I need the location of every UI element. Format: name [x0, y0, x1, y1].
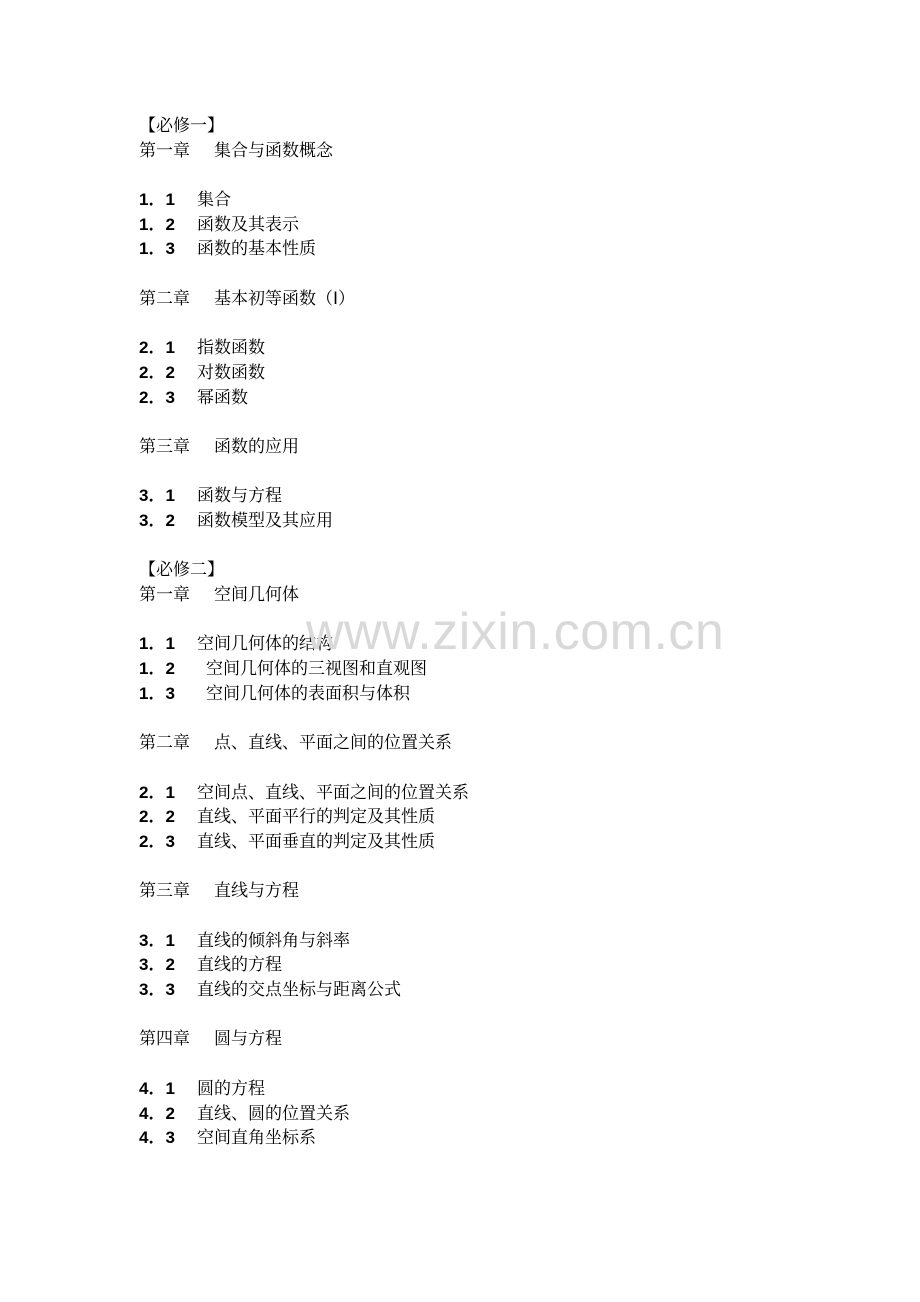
- section-item: [139, 336, 839, 361]
- chapter-number: 第三章: [139, 436, 190, 457]
- chapter-title: 空间几何体: [214, 585, 299, 606]
- section-title: 直线的交点坐标与距离公式: [197, 980, 401, 1001]
- chapter-heading: [139, 435, 839, 460]
- section-number: 3．2: [139, 955, 175, 975]
- section-title: 直线的方程: [197, 955, 282, 976]
- section-title: 函数模型及其应用: [197, 511, 333, 531]
- section-item: [139, 978, 839, 1003]
- spacer: [139, 855, 839, 880]
- section-item: [139, 929, 839, 954]
- chapter-heading: [139, 139, 839, 164]
- section-number: 3．1: [139, 486, 175, 506]
- chapter-number: 第一章: [139, 585, 190, 606]
- section-number: 2．3: [139, 387, 175, 407]
- section-title: 对数函数: [197, 362, 265, 383]
- section-number: 3．1: [139, 930, 175, 950]
- section-item: [139, 386, 839, 411]
- spacer: [139, 904, 839, 929]
- section-item: [139, 188, 839, 213]
- watermark: www.zixin.com.cn: [306, 603, 725, 661]
- spacer: [139, 410, 839, 435]
- spacer: [139, 262, 839, 287]
- section-number: 2．1: [139, 782, 175, 802]
- section-item: [139, 830, 839, 855]
- section-number: 2．1: [139, 338, 175, 358]
- section-number: 1．2: [139, 214, 175, 234]
- section-item: [139, 781, 839, 806]
- spacer: [139, 1003, 839, 1028]
- section-title: 空间几何体的结构: [197, 634, 333, 655]
- chapter-title: 直线与方程: [214, 881, 299, 902]
- section-number: 1．3: [139, 239, 175, 259]
- chapter-title: 点、直线、平面之间的位置关系: [214, 733, 452, 754]
- section-title: 函数的基本性质: [197, 239, 316, 260]
- spacer: [139, 312, 839, 337]
- section-title: 函数及其表示: [197, 214, 299, 235]
- section-number: 2．2: [139, 807, 175, 827]
- chapter-heading: [139, 287, 839, 312]
- section-title: 指数函数: [197, 338, 265, 359]
- section-number: 1．2: [139, 659, 175, 679]
- section-number: 3．2: [139, 511, 175, 530]
- section-item: [139, 805, 839, 830]
- chapter-number: 第二章: [139, 733, 190, 754]
- chapter-number: 第四章: [139, 1029, 190, 1050]
- section-title: 集合: [197, 190, 231, 211]
- section-number: 4．1: [139, 1078, 175, 1098]
- spacer: [139, 756, 839, 781]
- section-item: [139, 682, 839, 707]
- section-number: 4．3: [139, 1128, 175, 1148]
- section-title: 圆的方程: [197, 1078, 265, 1099]
- chapter-title: 集合与函数概念: [214, 140, 333, 161]
- section-item: [139, 1077, 839, 1102]
- section-title: 空间几何体的表面积与体积: [206, 683, 410, 704]
- section-number: 1．3: [139, 683, 175, 703]
- spacer: [139, 1052, 839, 1077]
- spacer: [139, 707, 839, 732]
- chapter-title: 函数的应用: [214, 436, 299, 457]
- chapter-number: 第三章: [139, 881, 190, 902]
- section-title: 直线的倾斜角与斜率: [197, 930, 350, 951]
- chapter-title: 基本初等函数（Ⅰ）: [214, 288, 356, 309]
- section-item: [139, 213, 839, 238]
- section-number: 4．2: [139, 1103, 175, 1123]
- chapter-number: 第一章: [139, 140, 190, 161]
- section-title: 幂函数: [197, 387, 248, 408]
- section-title: 直线、平面垂直的判定及其性质: [197, 831, 435, 852]
- section-item: [139, 953, 839, 978]
- volume-title: 【必修二】: [139, 560, 224, 581]
- section-title: 空间直角坐标系: [197, 1128, 316, 1149]
- chapter-heading: [139, 731, 839, 756]
- chapter-heading: [139, 1027, 839, 1052]
- section-item: [139, 361, 839, 386]
- section-number: 2．3: [139, 831, 175, 851]
- section-title: 直线、平面平行的判定及其性质: [197, 807, 435, 828]
- section-number: 1．1: [139, 190, 175, 210]
- section-item: [139, 484, 839, 509]
- spacer: [139, 163, 839, 188]
- chapter-heading: [139, 879, 839, 904]
- section-title: 空间点、直线、平面之间的位置关系: [197, 782, 469, 803]
- section-item: [139, 509, 839, 534]
- section-item: [139, 237, 839, 262]
- chapter-title: 圆与方程: [214, 1029, 282, 1050]
- spacer: [139, 534, 839, 559]
- section-number: 2．2: [139, 362, 175, 382]
- section-title: 直线、圆的位置关系: [197, 1103, 350, 1124]
- volume-title: 【必修一】: [139, 116, 224, 136]
- section-item: [139, 1126, 839, 1151]
- spacer: [139, 460, 839, 485]
- section-title: 空间几何体的三视图和直观图: [206, 659, 427, 680]
- section-number: 3．3: [139, 980, 175, 1000]
- section-title: 函数与方程: [197, 486, 282, 507]
- section-number: 1．1: [139, 634, 175, 654]
- section-item: [139, 1102, 839, 1127]
- chapter-number: 第二章: [139, 288, 190, 309]
